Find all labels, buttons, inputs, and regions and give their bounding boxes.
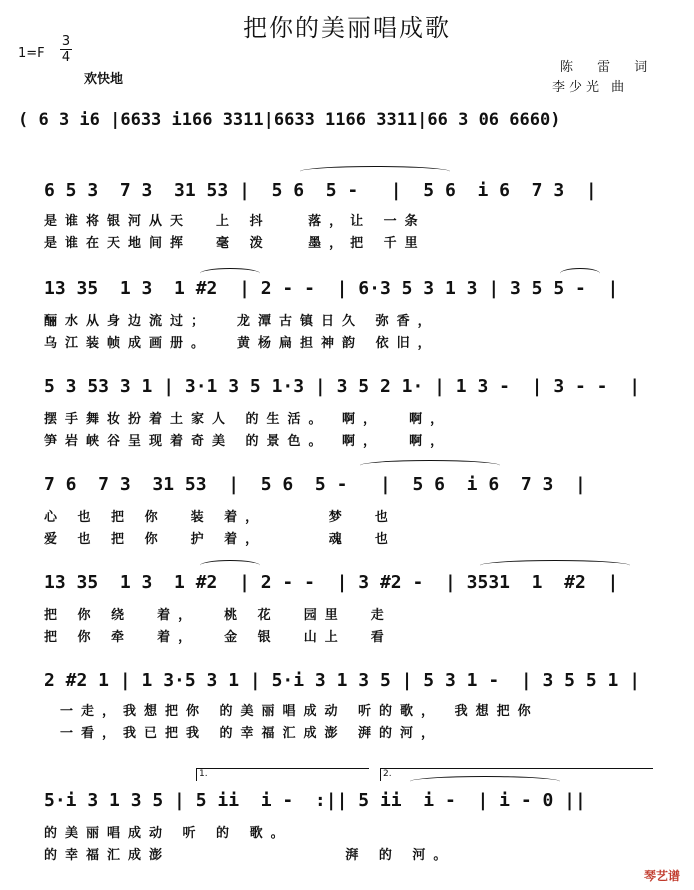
intro-notes: ( 6 3 i6 |6633 i166 3311|6633 1166 3311|66 3 06 6660) — [18, 110, 561, 130]
row-5-lyric-1: 把 你 绕 着， 桃 花 园里 走 — [44, 608, 392, 623]
row-2-lyric-1: 酾水从身边流过； 龙潭古镇日久 弥香， — [44, 314, 439, 329]
lyricist-credit: 陈 雷 词 — [560, 60, 658, 75]
row-5-lyric-2: 把 你 牵 着， 金 银 山上 看 — [44, 630, 392, 645]
slur-arc — [360, 460, 500, 471]
meter-top: 3 — [61, 34, 71, 49]
slur-arc — [200, 268, 260, 279]
row-6-notes: 2 #2 1 | 1 3·5 3 1 | 5·i 3 1 3 5 | 5 3 1 - | 3 5 5 1 | — [44, 670, 641, 691]
row-3-lyric-1: 摆手舞妆扮着土家人 的生活。 啊， 啊， — [44, 412, 452, 427]
row-6-lyric-1: 一走，我想把你 的美丽唱成动 听的歌， 我想把你 — [60, 704, 539, 719]
row-2-notes: 13 35 1 3 1 #2 | 2 - - | 6·3 5 3 1 3 | 3 5 5 - | — [44, 278, 619, 299]
meter-bottom: 4 — [61, 50, 71, 65]
volta-2: 2. — [380, 768, 653, 781]
row-7-lyric-2: 的幸福汇成澎 湃 的 河。 — [44, 848, 455, 863]
row-5-notes: 13 35 1 3 1 #2 | 2 - - | 3 #2 - | 3531 1 #2 | — [44, 572, 619, 593]
row-1-notes: 6 5 3 7 3 31 53 | 5 6 5 - | 5 6 i 6 7 3 | — [44, 180, 597, 201]
row-4-lyric-2: 爱 也 把 你 护 着， 魂 也 — [44, 532, 396, 547]
time-signature — [60, 34, 72, 65]
slur-arc — [560, 268, 600, 279]
row-3-lyric-2: 笋岩峡谷呈现着奇美 的景色。 啊， 啊， — [44, 434, 452, 449]
row-7-notes: 5·i 3 1 3 5 | 5 ii i - :|| 5 ii i - | i - 0 || — [44, 790, 586, 811]
row-7-lyric-1: 的美丽唱成动 听 的 歌。 — [44, 826, 292, 841]
row-1-lyric-2: 是谁在天地间挥 毫 泼 墨，把 千里 — [44, 236, 426, 251]
composer-credit: 李少光 曲 — [552, 80, 629, 95]
volta-1: 1. — [196, 768, 369, 781]
song-title: 把你的美丽唱成歌 — [243, 14, 451, 42]
slur-arc — [480, 560, 630, 571]
slur-arc — [410, 776, 560, 787]
row-2-lyric-2: 乌江装帧成画册。 黄杨扁担神韵 依旧， — [44, 336, 439, 351]
key-signature: 1=F — [18, 46, 45, 61]
row-4-lyric-1: 心 也 把 你 装 着， 梦 也 — [44, 510, 396, 525]
slur-arc — [200, 560, 260, 571]
row-4-notes: 7 6 7 3 31 53 | 5 6 5 - | 5 6 i 6 7 3 | — [44, 474, 586, 495]
row-6-lyric-2: 一看，我已把我 的幸福汇成澎 湃的河， — [60, 726, 443, 741]
watermark-logo: 琴艺谱 — [643, 869, 680, 883]
slur-arc — [300, 166, 450, 177]
tempo-marking: 欢快地 — [84, 72, 124, 87]
row-1-lyric-1: 是谁将银河从天 上 抖 落，让 一条 — [44, 214, 426, 229]
row-3-notes: 5 3 53 3 1 | 3·1 3 5 1·3 | 3 5 2 1· | 1 3 - | 3 - - | — [44, 376, 641, 397]
